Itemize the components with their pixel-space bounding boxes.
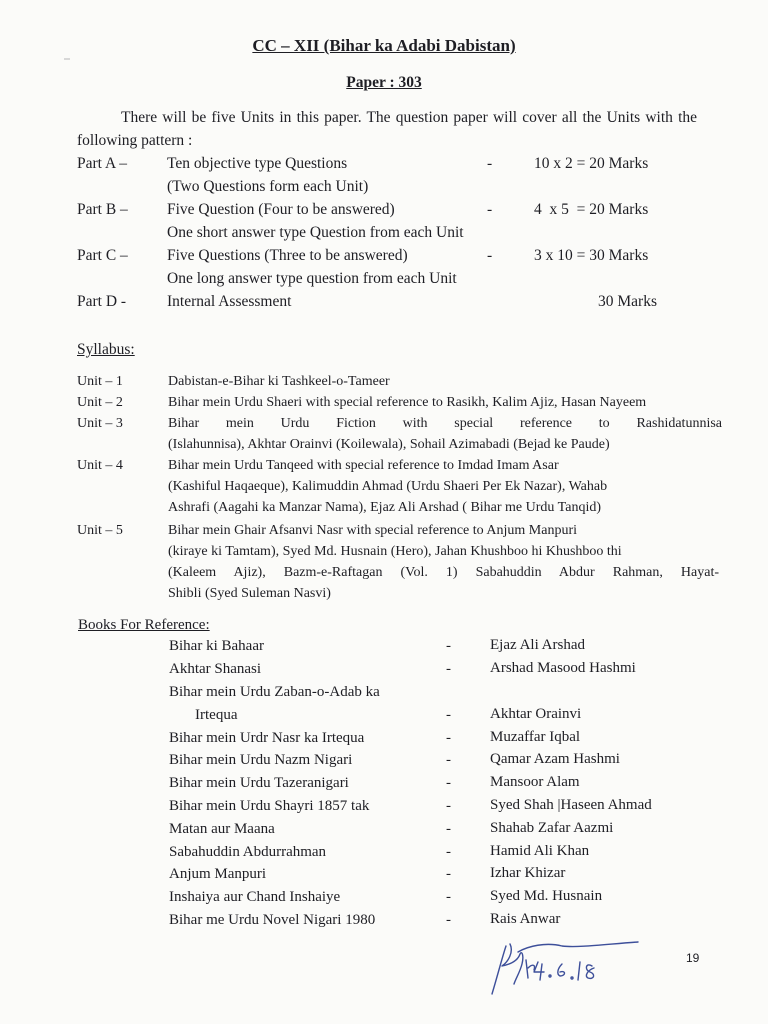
book-title: Bihar me Urdu Novel Nigari 1980 [169, 912, 376, 928]
unit-4-line: (Kashiful Haqaeque), Kalimuddin Ahmad (Urdu Shaeri Per Ek Nazar), Wahab [168, 479, 608, 494]
unit-2-line: Bihar mein Urdu Shaeri with special reference to Rasikh, Kalim Ajiz, Hasan Nayeem [168, 395, 647, 410]
book-dash: - [446, 775, 451, 791]
book-author: Hamid Ali Khan [490, 843, 590, 859]
paper-number: Paper : 303 [346, 74, 422, 91]
book-title: Sabahuddin Abdurrahman [169, 844, 327, 860]
part-c-dash: - [487, 247, 493, 264]
unit-1-line: Dabistan-e-Bihar ki Tashkeel-o-Tameer [168, 374, 390, 389]
unit-3-line: (Islahunnisa), Akhtar Orainvi (Koilewala), Sohail Azimabadi (Bejad ke Paude) [168, 437, 610, 452]
book-title: Bihar mein Urdu Nazm Nigari [169, 752, 353, 768]
part-d-desc: Internal Assessment [167, 293, 292, 310]
handwritten-signature [488, 938, 648, 1000]
book-author: Rais Anwar [490, 911, 561, 927]
book-dash: - [446, 661, 451, 677]
book-author: Akhtar Orainvi [490, 706, 582, 722]
book-dash: - [446, 798, 451, 814]
book-title: Bihar mein Urdu Shayri 1857 tak [169, 798, 370, 814]
scan-speck [64, 58, 70, 60]
book-title: Inshaiya aur Chand Inshaiye [169, 889, 341, 905]
part-b-sub: One short answer type Question from each Unit [167, 224, 464, 241]
unit-5-line: Shibli (Syed Suleman Nasvi) [168, 586, 331, 601]
book-dash: - [446, 638, 451, 654]
book-dash: - [446, 844, 451, 860]
unit-2-label: Unit – 2 [77, 395, 123, 410]
book-title: Bihar ki Bahaar [169, 638, 264, 654]
book-title: Bihar mein Urdr Nasr ka Irtequa [169, 730, 365, 746]
part-a-dash: - [487, 155, 493, 172]
part-b-label: Part B – [77, 201, 128, 218]
book-dash: - [446, 730, 451, 746]
part-a-label: Part A – [77, 155, 127, 172]
book-author: Ejaz Ali Arshad [490, 637, 585, 653]
unit-5-label: Unit – 5 [77, 523, 123, 538]
book-dash: - [446, 912, 451, 928]
book-author: Mansoor Alam [490, 774, 580, 790]
book-author: Syed Shah |Haseen Ahmad [490, 797, 652, 813]
part-c-desc: Five Questions (Three to be answered) [167, 247, 408, 264]
book-author: Syed Md. Husnain [490, 888, 603, 904]
part-b-dash: - [487, 201, 493, 218]
book-dash: - [446, 889, 451, 905]
book-dash: - [446, 707, 451, 723]
unit-1-label: Unit – 1 [77, 374, 123, 389]
unit-4-label: Unit – 4 [77, 458, 123, 473]
part-c-sub: One long answer type question from each Unit [167, 270, 457, 287]
book-dash: - [446, 821, 451, 837]
book-title: Bihar mein Urdu Tazeranigari [169, 775, 349, 791]
unit-3-line: Bihar mein Urdu Fiction with special reference to Rashidatunnisa [168, 416, 722, 431]
part-a-sub: (Two Questions form each Unit) [167, 178, 369, 195]
book-title: Matan aur Maana [169, 821, 275, 837]
book-author: Arshad Masood Hashmi [490, 660, 636, 676]
book-title: Irtequa [195, 707, 238, 723]
books-heading: Books For Reference: [78, 617, 210, 633]
part-d-marks: 30 Marks [598, 293, 657, 310]
syllabus-heading: Syllabus: [77, 341, 135, 358]
book-author: Qamar Azam Hashmi [490, 751, 620, 767]
book-author: Shahab Zafar Aazmi [490, 820, 614, 836]
part-d-label: Part D - [77, 293, 127, 310]
page-number: 19 [686, 951, 700, 965]
intro-paragraph: There will be five Units in this paper. The question paper will cover all the Units with the following pattern : [77, 109, 697, 149]
part-b-desc: Five Question (Four to be answered) [167, 201, 395, 218]
unit-4-line: Ashrafi (Aagahi ka Manzar Nama), Ejaz Ali Arshad ( Bihar me Urdu Tanqid) [168, 500, 602, 515]
document-title: CC – XII (Bihar ka Adabi Dabistan) [252, 36, 516, 55]
book-title: Bihar mein Urdu Zaban-o-Adab ka [169, 684, 380, 700]
part-b-marks: 4 x 5 = 20 Marks [534, 201, 649, 218]
book-author: Izhar Khizar [490, 865, 566, 881]
part-c-label: Part C – [77, 247, 128, 264]
unit-5-line: (Kaleem Ajiz), Bazm-e-Raftagan (Vol. 1) Sabahuddin Abdur Rahman, Hayat- [168, 565, 719, 580]
part-c-marks: 3 x 10 = 30 Marks [534, 247, 649, 264]
book-title: Akhtar Shanasi [169, 661, 262, 677]
book-dash: - [446, 752, 451, 768]
book-title: Anjum Manpuri [169, 866, 267, 882]
unit-4-line: Bihar mein Urdu Tanqeed with special reference to Imdad Imam Asar [168, 458, 559, 473]
unit-3-label: Unit – 3 [77, 416, 123, 431]
part-a-desc: Ten objective type Questions [167, 155, 348, 172]
unit-5-line: (kiraye ki Tamtam), Syed Md. Husnain (Hero), Jahan Khushboo hi Khushboo thi [168, 544, 622, 559]
unit-5-line: Bihar mein Ghair Afsanvi Nasr with special reference to Anjum Manpuri [168, 523, 577, 538]
book-author: Muzaffar Iqbal [490, 729, 581, 745]
book-dash: - [446, 866, 451, 882]
part-a-marks: 10 x 2 = 20 Marks [534, 155, 649, 172]
